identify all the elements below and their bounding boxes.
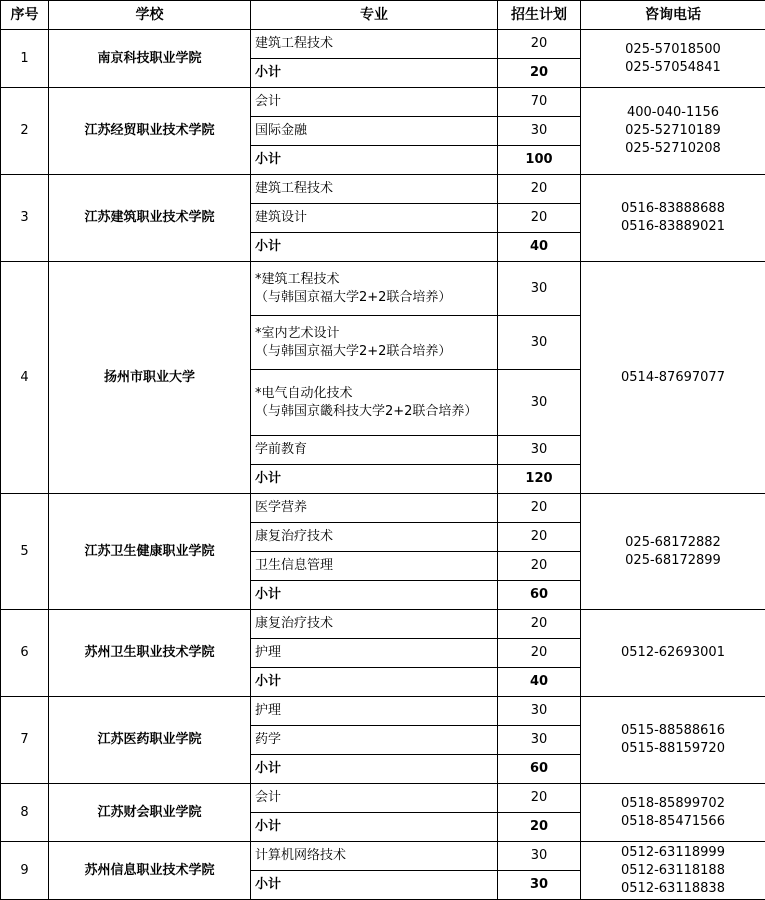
- phone-cell: [581, 610, 765, 697]
- major-cell: [251, 523, 498, 552]
- school-name-cell: 江苏建筑职业技术学院: [49, 175, 251, 262]
- phone-number: 0515-88588616: [585, 722, 761, 740]
- plan-cell: 30: [498, 726, 581, 755]
- subtotal-label: 小计: [251, 581, 498, 610]
- plan-cell: 30: [498, 697, 581, 726]
- seq-cell: 9: [1, 842, 49, 900]
- subtotal-label: 小计: [251, 59, 498, 88]
- school-name-cell: 江苏财会职业学院: [49, 784, 251, 842]
- subtotal-label: 小计: [251, 668, 498, 697]
- subtotal-value: 40: [498, 233, 581, 262]
- major-name: 国际金融: [255, 122, 493, 140]
- major-name: 会计: [255, 93, 493, 111]
- table-row: [1, 784, 765, 813]
- major-cell: [251, 726, 498, 755]
- school-name-cell: 南京科技职业学院: [49, 30, 251, 88]
- plan-cell: 20: [498, 204, 581, 233]
- school-name-cell: 扬州市职业大学: [49, 262, 251, 494]
- major-cell: [251, 370, 498, 436]
- major-cell: [251, 639, 498, 668]
- subtotal-label: 小计: [251, 233, 498, 262]
- seq-cell: 8: [1, 784, 49, 842]
- major-note: （与韩国京福大学2+2联合培养）: [255, 343, 493, 361]
- phone-cell: [581, 697, 765, 784]
- major-name: 建筑工程技术: [255, 180, 493, 198]
- major-name: 学前教育: [255, 441, 493, 459]
- phone-number: 025-52710208: [585, 140, 761, 158]
- subtotal-value: 60: [498, 755, 581, 784]
- school-name-cell: 江苏经贸职业技术学院: [49, 88, 251, 175]
- major-cell: [251, 610, 498, 639]
- table-body: [1, 30, 765, 900]
- seq-cell: 7: [1, 697, 49, 784]
- plan-cell: 20: [498, 30, 581, 59]
- major-name: 建筑设计: [255, 209, 493, 227]
- subtotal-value: 60: [498, 581, 581, 610]
- phone-number: 0514-87697077: [585, 369, 761, 387]
- table-row: [1, 175, 765, 204]
- major-name: *电气自动化技术: [255, 385, 493, 403]
- phone-cell: [581, 842, 765, 900]
- major-name: 护理: [255, 644, 493, 662]
- major-note: （与韩国京福大学2+2联合培养）: [255, 289, 493, 307]
- major-name: *建筑工程技术: [255, 271, 493, 289]
- major-cell: [251, 204, 498, 233]
- subtotal-value: 30: [498, 871, 581, 900]
- major-name: 医学营养: [255, 499, 493, 517]
- phone-number: 0518-85471566: [585, 813, 761, 831]
- school-name-cell: 苏州卫生职业技术学院: [49, 610, 251, 697]
- plan-cell: 30: [498, 842, 581, 871]
- major-cell: [251, 262, 498, 316]
- phone-cell: [581, 175, 765, 262]
- subtotal-label: 小计: [251, 755, 498, 784]
- phone-cell: [581, 494, 765, 610]
- school-name-cell: 江苏卫生健康职业学院: [49, 494, 251, 610]
- phone-number: 0512-63118999: [585, 844, 761, 862]
- plan-cell: 30: [498, 316, 581, 370]
- subtotal-value: 120: [498, 465, 581, 494]
- phone-number: 0512-63118188: [585, 862, 761, 880]
- school-name-cell: 苏州信息职业技术学院: [49, 842, 251, 900]
- phone-number: 025-57018500: [585, 41, 761, 59]
- header-plan: 招生计划: [498, 1, 581, 30]
- table-row: [1, 610, 765, 639]
- plan-cell: 70: [498, 88, 581, 117]
- subtotal-label: 小计: [251, 871, 498, 900]
- subtotal-label: 小计: [251, 146, 498, 175]
- seq-cell: 2: [1, 88, 49, 175]
- seq-cell: 1: [1, 30, 49, 88]
- subtotal-value: 40: [498, 668, 581, 697]
- major-name: 卫生信息管理: [255, 557, 493, 575]
- phone-number: 025-68172882: [585, 534, 761, 552]
- header-phone: 咨询电话: [581, 1, 765, 30]
- table-row: [1, 697, 765, 726]
- plan-cell: 20: [498, 610, 581, 639]
- plan-cell: 30: [498, 262, 581, 316]
- major-name: 建筑工程技术: [255, 35, 493, 53]
- school-name-cell: 江苏医药职业学院: [49, 697, 251, 784]
- subtotal-value: 100: [498, 146, 581, 175]
- header-row: [1, 1, 765, 30]
- header-seq: 序号: [1, 1, 49, 30]
- header-major: 专业: [251, 1, 498, 30]
- plan-cell: 20: [498, 639, 581, 668]
- major-cell: [251, 436, 498, 465]
- subtotal-value: 20: [498, 59, 581, 88]
- major-cell: [251, 117, 498, 146]
- major-cell: [251, 842, 498, 871]
- plan-cell: 20: [498, 175, 581, 204]
- major-name: 会计: [255, 789, 493, 807]
- major-name: 药学: [255, 731, 493, 749]
- phone-cell: [581, 88, 765, 175]
- major-cell: [251, 552, 498, 581]
- subtotal-value: 20: [498, 813, 581, 842]
- seq-cell: 6: [1, 610, 49, 697]
- phone-number: 400-040-1156: [585, 104, 761, 122]
- major-name: 计算机网络技术: [255, 847, 493, 865]
- major-name: 康复治疗技术: [255, 528, 493, 546]
- phone-number: 0516-83889021: [585, 218, 761, 236]
- table-row: [1, 88, 765, 117]
- major-cell: [251, 316, 498, 370]
- table-row: [1, 30, 765, 59]
- seq-cell: 3: [1, 175, 49, 262]
- plan-cell: 30: [498, 370, 581, 436]
- seq-cell: 4: [1, 262, 49, 494]
- phone-number: 0515-88159720: [585, 740, 761, 758]
- plan-cell: 30: [498, 117, 581, 146]
- plan-cell: 20: [498, 784, 581, 813]
- phone-number: 0516-83888688: [585, 200, 761, 218]
- phone-number: 0512-62693001: [585, 644, 761, 662]
- phone-number: 025-52710189: [585, 122, 761, 140]
- phone-cell: [581, 262, 765, 494]
- header-school: 学校: [49, 1, 251, 30]
- seq-cell: 5: [1, 494, 49, 610]
- major-cell: [251, 175, 498, 204]
- major-cell: [251, 784, 498, 813]
- table-row: [1, 262, 765, 316]
- table-row: [1, 494, 765, 523]
- major-name: 护理: [255, 702, 493, 720]
- plan-cell: 20: [498, 494, 581, 523]
- subtotal-label: 小计: [251, 465, 498, 494]
- plan-cell: 30: [498, 436, 581, 465]
- phone-number: 0518-85899702: [585, 795, 761, 813]
- phone-cell: [581, 784, 765, 842]
- phone-number: 0512-63118838: [585, 880, 761, 898]
- major-cell: [251, 697, 498, 726]
- subtotal-label: 小计: [251, 813, 498, 842]
- table-row: [1, 842, 765, 871]
- phone-number: 025-68172899: [585, 552, 761, 570]
- major-name: *室内艺术设计: [255, 325, 493, 343]
- phone-cell: [581, 30, 765, 88]
- major-name: 康复治疗技术: [255, 615, 493, 633]
- major-cell: [251, 30, 498, 59]
- plan-cell: 20: [498, 523, 581, 552]
- plan-cell: 20: [498, 552, 581, 581]
- major-note: （与韩国京畿科技大学2+2联合培养）: [255, 403, 493, 421]
- major-cell: [251, 494, 498, 523]
- major-cell: [251, 88, 498, 117]
- phone-number: 025-57054841: [585, 59, 761, 77]
